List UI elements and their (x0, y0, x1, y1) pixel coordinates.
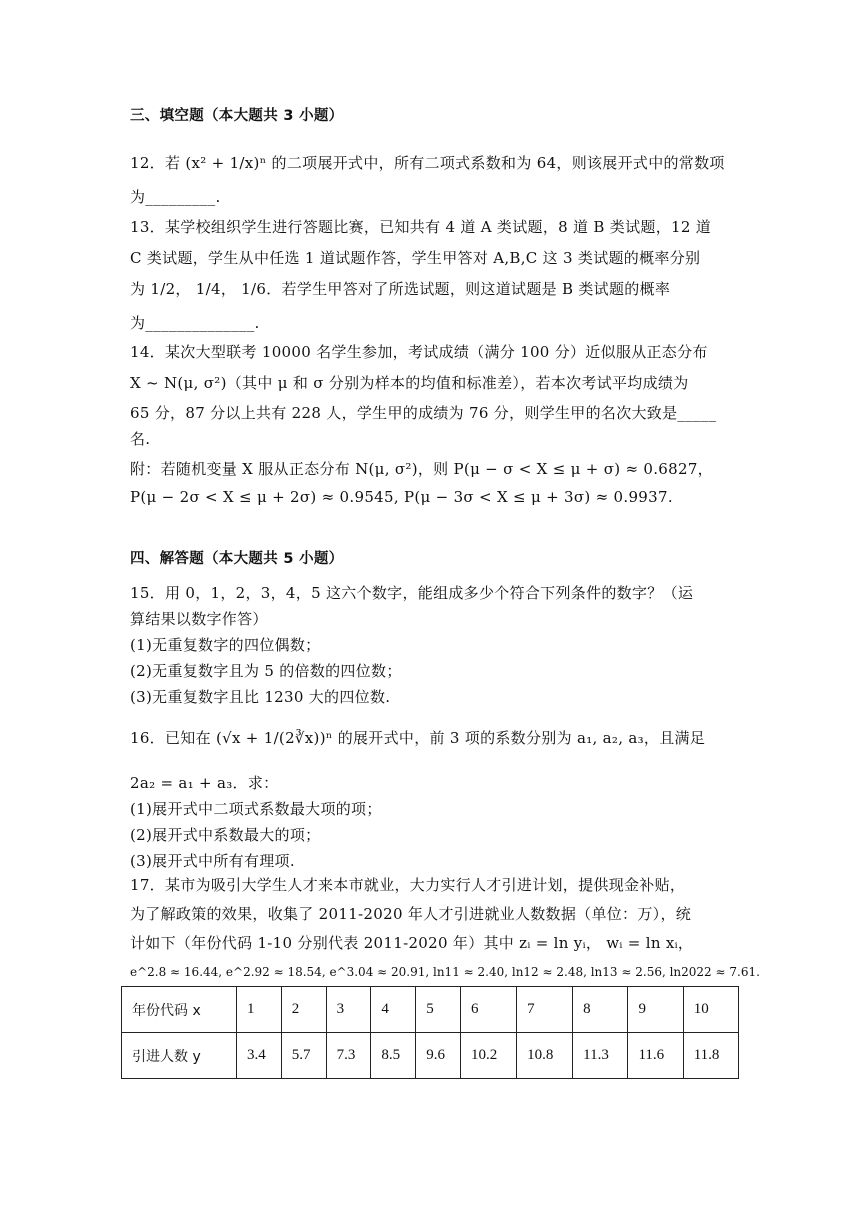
section-heading-answer: 四、解答题（本大题共 5 小题） (130, 551, 344, 567)
q15-line-1: 15．用 0，1，2，3，4，5 这六个数字，能组成多少个符合下列条件的数字？（运 (130, 584, 694, 602)
q16-line-1: 16．已知在 (√x + 1/(2∛x))ⁿ 的展开式中，前 3 项的系数分别为 a₁, a₂, a₃，且满足 (130, 729, 706, 747)
data-table (121, 986, 739, 1079)
table-cell: 5 (416, 987, 461, 1033)
q14-line-1: 14．某次大型联考 10000 名学生参加，考试成绩（满分 100 分）近似服从正态分布 (130, 343, 708, 361)
table-cell: 1 (237, 987, 282, 1033)
table-cell: 3 (326, 987, 371, 1033)
table-cell: 5.7 (281, 1033, 326, 1079)
q13-line-3: 为 1/2， 1/4， 1/6．若学生甲答对了所选试题，则这道试题是 B 类试题的概率 (130, 280, 671, 298)
table-cell: 11.8 (683, 1033, 738, 1079)
table-cell: 10 (683, 987, 738, 1033)
table-cell: 7 (517, 987, 573, 1033)
table-cell: 7.3 (326, 1033, 371, 1079)
table-cell: 6 (460, 987, 516, 1033)
table-cell: 4 (371, 987, 416, 1033)
q12-line-2: 为_________. (130, 188, 221, 206)
section-heading-fill-in: 三、填空题（本大题共 3 小题） (130, 108, 344, 124)
q15-line-2: 算结果以数字作答） (130, 610, 268, 628)
q15-part-2: (2)无重复数字且为 5 的倍数的四位数； (130, 662, 402, 680)
table-row-introduced-count (122, 1033, 739, 1079)
table-header-introduced-count: 引进人数 y (122, 1033, 237, 1079)
q14-line-3: 65 分，87 分以上共有 228 人，学生甲的成绩为 76 分，则学生甲的名次大致是_____ (130, 404, 717, 422)
q12-line-1: 12．若 (x² + 1/x)ⁿ 的二项展开式中，所有二项式系数和为 64，则该展开式中的常数项 (130, 154, 725, 172)
q16-line-2: 2a₂ = a₁ + a₃．求： (130, 774, 279, 792)
q14-line-6: P(μ − 2σ < X ≤ μ + 2σ) ≈ 0.9545, P(μ − 3σ < X ≤ μ + 3σ) ≈ 0.9937. (130, 488, 673, 506)
q13-line-4: 为______________. (130, 314, 260, 332)
q16-part-1: (1)展开式中二项式系数最大项的项； (130, 800, 382, 818)
q15-part-1: (1)无重复数字的四位偶数； (130, 636, 321, 654)
table-cell: 11.6 (628, 1033, 683, 1079)
q16-part-3: (3)展开式中所有有理项. (130, 852, 295, 870)
table-cell: 8 (573, 987, 628, 1033)
q16-part-2: (2)展开式中系数最大的项； (130, 826, 321, 844)
table-cell: 11.3 (573, 1033, 628, 1079)
q14-line-5: 附：若随机变量 X 服从正态分布 N(μ, σ²)，则 P(μ − σ < X ≤ μ + σ) ≈ 0.6827， (130, 460, 713, 478)
q14-line-2: X ~ N(μ, σ²)（其中 μ 和 σ 分别为样本的均值和标准差），若本次考试平均成绩为 (130, 374, 689, 392)
table-cell: 3.4 (237, 1033, 282, 1079)
table-cell: 8.5 (371, 1033, 416, 1079)
q17-reference-values: e^2.8 ≈ 16.44, e^2.92 ≈ 18.54, e^3.04 ≈ 20.91, ln11 ≈ 2.40, ln12 ≈ 2.48, ln13 ≈ 2.56, ln2022 ≈ 7.61. (130, 965, 760, 979)
q15-part-3: (3)无重复数字且比 1230 大的四位数. (130, 688, 391, 706)
q13-line-1: 13．某学校组织学生进行答题比赛，已知共有 4 道 A 类试题，8 道 B 类试题，12 道 (130, 218, 712, 236)
table-cell: 9 (628, 987, 683, 1033)
table-row-year-code (122, 987, 739, 1033)
table-cell: 10.8 (517, 1033, 573, 1079)
q14-line-4: 名. (130, 430, 151, 448)
q13-line-2: C 类试题，学生从中任选 1 道试题作答，学生甲答对 A,B,C 这 3 类试题的概率分别 (130, 249, 701, 267)
table-header-year-code: 年份代码 x (122, 987, 237, 1033)
table-cell: 2 (281, 987, 326, 1033)
table-cell: 10.2 (460, 1033, 516, 1079)
q17-line-2: 为了解政策的效果，收集了 2011-2020 年人才引进就业人数数据（单位：万），统 (130, 905, 692, 923)
table-cell: 9.6 (416, 1033, 461, 1079)
q17-line-3: 计如下（年份代码 1-10 分别代表 2011-2020 年）其中 zᵢ = ln yᵢ， wᵢ = ln xᵢ， (130, 934, 694, 952)
q17-line-1: 17．某市为吸引大学生人才来本市就业，大力实行人才引进计划，提供现金补贴， (130, 876, 686, 894)
